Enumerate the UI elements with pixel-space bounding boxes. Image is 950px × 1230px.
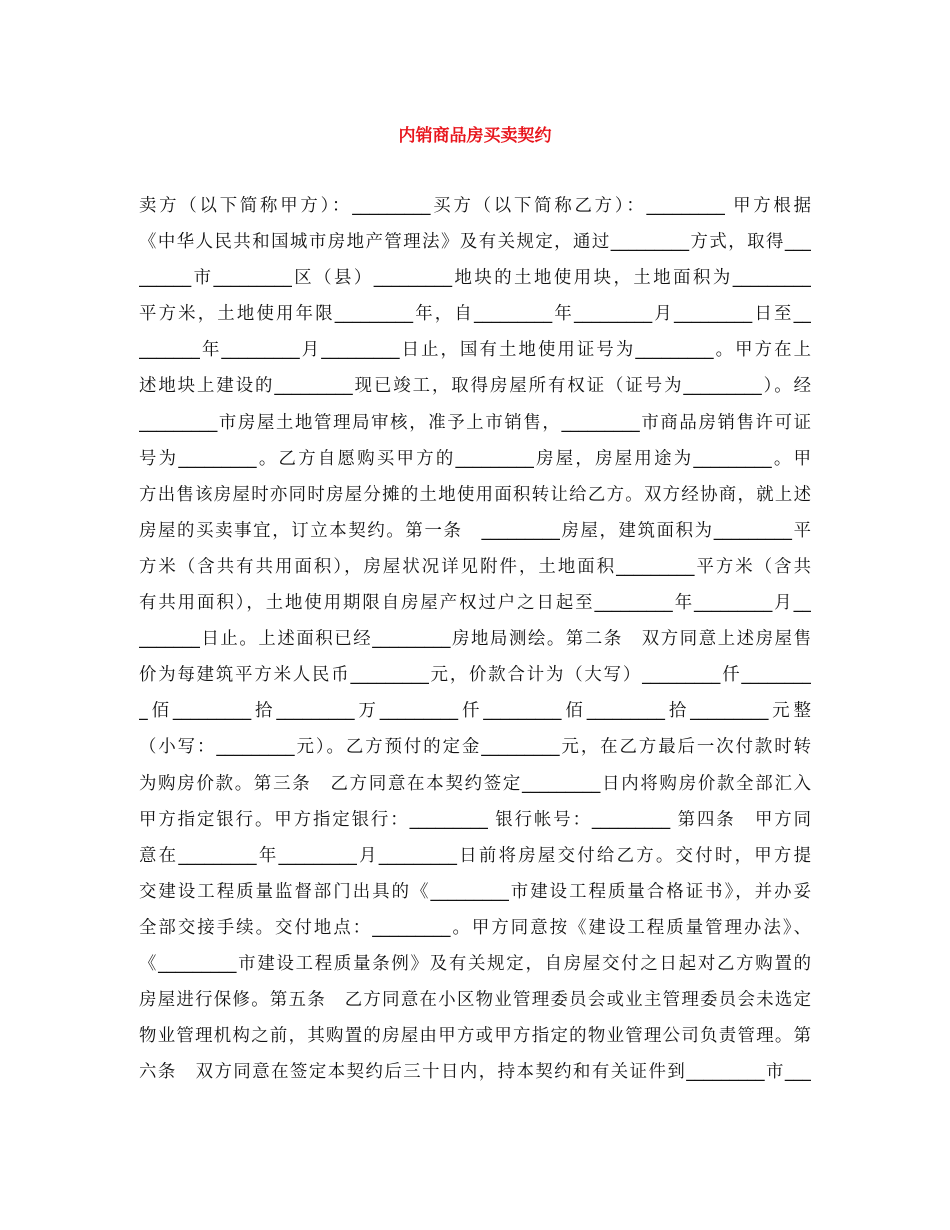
contract-line: 平方米，土地使用年限_________年，自_________年_________月_________日至__	[139, 304, 811, 325]
contract-line: 《中华人民共和国城市房地产管理法》及有关规定，通过_________方式，取得___	[139, 232, 811, 253]
contract-line: （小写：_________元）。乙方预付的定金_________元，在乙方最后一次付款时转	[139, 737, 811, 758]
contract-line: 房屋的买卖事宜，订立本契约。第一条 _________房屋，建筑面积为_________平	[139, 520, 811, 541]
contract-line: 号为_________。乙方自愿购买甲方的_________房屋，房屋用途为_________。甲	[139, 448, 811, 469]
contract-line: 物业管理机构之前，其购置的房屋由甲方或甲方指定的物业管理公司负责管理。第	[139, 1026, 811, 1047]
contract-line: _______日止。上述面积已经_________房地局测绘。第二条 双方同意上述房屋售	[139, 629, 811, 650]
contract-line: _佰_________拾_________万_________仟_________佰_________拾_________元整	[139, 701, 811, 722]
contract-line: 价为每建筑平方米人民币_________元，价款合计为（大写）_________仟________	[139, 665, 811, 686]
document-title: 内销商品房买卖契约	[398, 126, 552, 146]
contract-body	[139, 194, 811, 1096]
contract-line: 六条 双方同意在签定本契约后三十日内，持本契约和有关证件到_________市___	[139, 1062, 811, 1083]
contract-line: 述地块上建设的_________现已竣工，取得房屋所有权证（证号为_________）。经	[139, 376, 811, 397]
contract-line: 交建设工程质量监督部门出具的《_________市建设工程质量合格证书》，并办妥	[139, 881, 811, 902]
contract-line: _________市房屋土地管理局审核，准予上市销售，_________市商品房销售许可证	[139, 412, 811, 433]
contract-line: 卖方（以下简称甲方）：_________买方（以下简称乙方）：_________ 甲方根据	[139, 196, 811, 216]
contract-line: 有共用面积），土地使用期限自房屋产权过户之日起至_________年_________月__	[139, 593, 811, 614]
contract-line: 房屋进行保修。第五条 乙方同意在小区物业管理委员会或业主管理委员会未选定	[139, 990, 811, 1011]
contract-line: 全部交接手续。交付地点：_________。甲方同意按《建设工程质量管理办法》、	[139, 917, 811, 938]
contract-line: 方出售该房屋时亦同时房屋分摊的土地使用面积转让给乙方。双方经协商，就上述	[139, 484, 811, 505]
contract-line: 《_________市建设工程质量条例》及有关规定，自房屋交付之日起对乙方购置的	[139, 953, 811, 974]
contract-line: _______年_________月_________日止，国有土地使用证号为_________。甲方在上	[139, 340, 811, 361]
contract-line: 甲方指定银行。甲方指定银行：_________ 银行帐号：_________ 第四条 甲方同	[139, 809, 811, 830]
contract-line: 意在_________年_________月_________日前将房屋交付给乙方。交付时，甲方提	[139, 845, 811, 866]
contract-line: 方米（含共有共用面积），房屋状况详见附件，土地面积_________平方米（含共	[139, 556, 811, 577]
contract-line: ______市_________区（县）_________地块的土地使用块，土地面积为_________	[139, 268, 811, 289]
contract-line: 为购房价款。第三条 乙方同意在本契约签定_________日内将购房价款全部汇入	[139, 773, 811, 794]
